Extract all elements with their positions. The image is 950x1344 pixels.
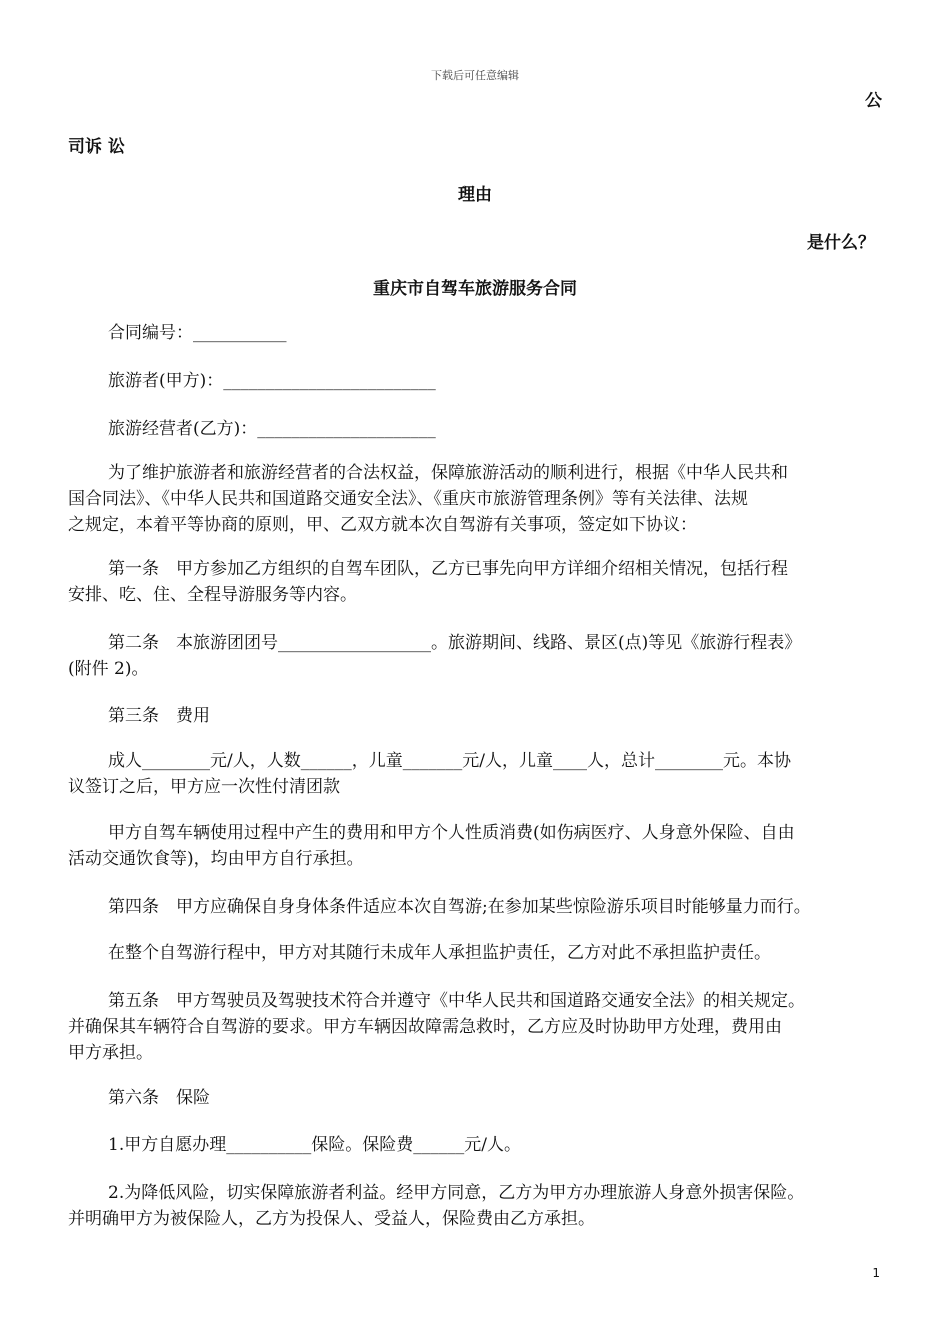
insurance-2-line: 并明确甲方为被保险人，乙方为投保人、受益人，保险费由乙方承担。 [68,1209,595,1229]
article-5-line: 甲方承担。 [68,1043,153,1063]
insurance-2-line: 2.为降低风险，切实保障旅游者利益。经甲方同意，乙方为甲方办理旅游人身意外损害保险。 [108,1183,805,1203]
article-3-title: 第三条 费用 [108,706,210,726]
article-2-line: (附件 2)。 [68,659,149,679]
article-5 [68,988,805,1066]
expenses-paragraph [68,820,795,872]
margin-word-sisong: 司诉 讼 [68,137,125,157]
margin-word-shishenme: 是什么？ [807,233,875,253]
preamble-paragraph [68,460,788,538]
article-2 [68,630,801,682]
article-1-line: 第一条 甲方参加乙方组织的自驾车团队，乙方已事先向甲方详细介绍相关情况，包括行程 [108,559,788,579]
fees-line: 议签订之后，甲方应一次性付清团款 [68,777,340,797]
header-note: 下载后可任意编辑 [431,69,519,82]
operator-field: 旅游经营者(乙方)：_____________________ [108,419,436,439]
preamble-line: 为了维护旅游者和旅游经营者的合法权益，保障旅游活动的顺利进行，根据《中华人民共和 [108,463,788,483]
insurance-item-2 [68,1180,804,1232]
preamble-line: 之规定，本着平等协商的原则，甲、乙双方就本次自驾游有关事项，签定如下协议： [68,515,697,535]
tourist-field: 旅游者(甲方)：_________________________ [108,371,436,391]
fees-paragraph [68,748,791,800]
expenses-line: 活动交通饮食等)，均由甲方自行承担。 [68,849,364,869]
margin-word-liyou: 理由 [458,185,492,205]
article-2-line: 第二条 本旅游团团号__________________。旅游期间、线路、景区(点)等见《旅游行程表》 [108,633,802,653]
page-number: 1 [872,1266,880,1280]
expenses-line: 甲方自驾车辆使用过程中产生的费用和甲方个人性质消费(如伤病医疗、人身意外保险、自由 [108,823,795,843]
insurance-item-1: 1.甲方自愿办理__________保险。保险费______元/人。 [108,1135,521,1155]
article-1-line: 安排、吃、住、全程导游服务等内容。 [68,585,357,605]
article-6-title: 第六条 保险 [108,1088,210,1108]
article-5-line: 并确保其车辆符合自驾游的要求。甲方车辆因故障需急救时，乙方应及时协助甲方处理，费用由 [68,1017,782,1037]
guardianship-paragraph: 在整个自驾游行程中，甲方对其随行未成年人承担监护责任，乙方对此不承担监护责任。 [108,943,771,963]
document-title: 重庆市自驾车旅游服务合同 [373,279,577,299]
article-4: 第四条 甲方应确保自身身体条件适应本次自驾游;在参加某些惊险游乐项目时能够量力而行。 [108,897,811,917]
contract-number-field: 合同编号：___________ [108,323,287,343]
preamble-line: 国合同法》、《中华人民共和国道路交通安全法》、《重庆市旅游管理条例》等有关法律、法规 [68,489,748,509]
article-5-line: 第五条 甲方驾驶员及驾驶技术符合并遵守《中华人民共和国道路交通安全法》的相关规定。 [108,991,805,1011]
margin-word-gong: 公 [865,91,882,111]
article-1 [68,556,788,608]
fees-line: 成人________元/人，人数______，儿童_______元/人，儿童____人，总计________元。本协 [108,751,791,771]
